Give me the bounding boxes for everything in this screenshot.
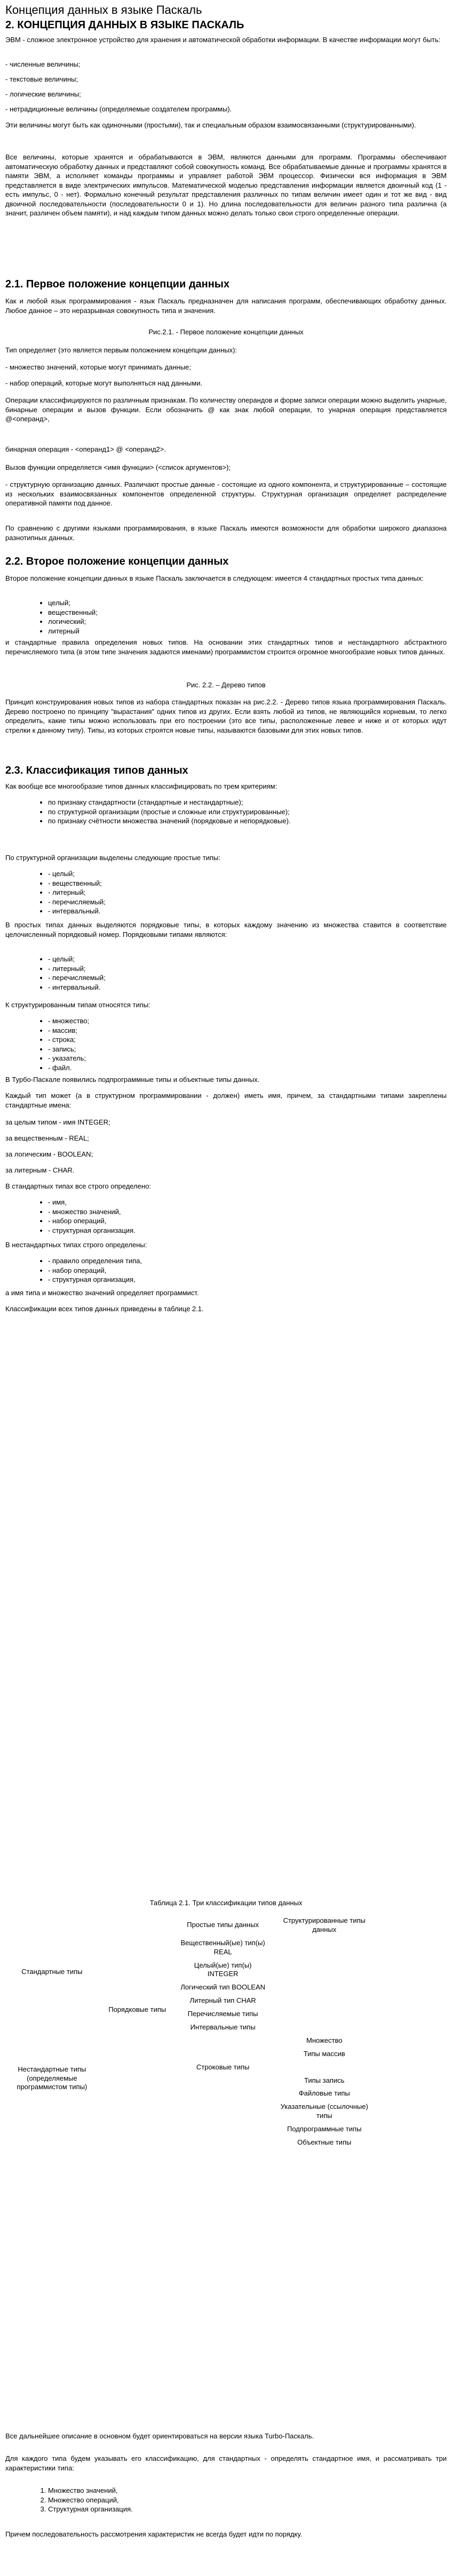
table-row [5,1937,379,1959]
table-row [5,1914,379,1937]
paragraph: за вещественным - REAL; [5,1134,89,1142]
types-classification-table [5,1914,379,2149]
intro-paragraph: Эти величины могут быть как одиночными (простыми), так и специальным образом взаимосвязанными (структурированными). [5,121,416,129]
table-row-label-nonstandard: Нестандартные типы (определяемые программистом типы) [17,2065,88,2091]
section-heading-2-1: 2.1. Первое положение концепции данных [5,278,230,290]
table-cell: Множество [306,2036,343,2044]
table-row-label-ordinal: Порядковые типы [108,2005,166,2013]
table-cell: Строковые типы [196,2063,250,2071]
list-item: • - литерный; [48,888,443,897]
paragraph: Второе положение концепции данных в языке Паскаль заключается в следующем: имеется 4 стандартных простых типа данных: [5,574,424,582]
list-item: • - литерный; [48,964,443,974]
table-cell: Перечисляемые типы [187,2010,258,2018]
criteria-list [48,798,443,826]
table-row-label-standard: Стандартные типы [21,1968,83,1976]
list-item: • - правило определения типа, [48,1256,443,1266]
paragraph: Классификации всех типов данных приведены в таблице 2.1. [5,1305,204,1313]
list-item: 2. Множество операций, [48,2495,443,2505]
paragraph: Вызов функции определяется <имя функции> (<список аргументов>); [5,463,231,471]
table-cell: Целый(ые) тип(ы) INTEGER [194,1961,252,1978]
characteristics-list [48,2486,443,2514]
paragraph: Операции классифицируются по различным признакам. По количеству операндов и форме записи операции можно выделить унарные, бинарные операции и вызов функции. Если обозначить @ как знак любой операции, то унарная операция представляется @<операнд>, [5,396,447,423]
paragraph: В простых типах данных выделяются порядковые типы, в которых каждому значению из множества ставится в соответствие целочисленный порядковый номер. Порядковыми типами являются: [5,921,447,938]
paragraph: за литерным - CHAR. [5,1166,75,1174]
chapter-heading: 2. КОНЦЕПЦИЯ ДАННЫХ В ЯЗЫКЕ ПАСКАЛЬ [5,19,244,31]
table-cell: Логический тип BOOLEAN [180,1983,266,1992]
list-item: • - перечисляемый; [48,973,443,983]
list-item: • литерный [48,627,443,636]
paragraph: К структурированным типам относятся типы: [5,1001,150,1009]
list-item: • по структурной организации (простые и сложные или структурированные); [48,807,443,817]
table-cell: Типы массив [303,2049,345,2058]
paragraph: В Турбо-Паскале появились подпрограммные типы и объектные типы данных. [5,1076,260,1084]
paragraph: Причем последовательность рассмотрения характеристик не всегда будет идти по порядку. [5,2530,303,2538]
paragraph: за логическим - BOOLEAN; [5,1150,93,1158]
paragraph: Для каждого типа будем указывать его классификацию, для стандартных - определять стандартное имя, и рассматривать три характеристики типа: [5,2454,447,2472]
paragraph: бинарная операция - <операнд1> @ <операнд2>. [5,445,166,453]
paragraph: Как и любой язык программирования - язык Паскаль предназначен для написания программ, обеспечивающих обработку данных. Любое данное – это неразрывная совокупность типа и значения. [5,297,447,315]
paragraph: за целым типом - имя INTEGER; [5,1118,110,1126]
list-item: • - целый; [48,954,443,964]
list-item: • по признаку стандартности (стандартные и нестандартные); [48,798,443,807]
paragraph: В стандартных типах все строго определено: [5,1182,151,1190]
list-item: • - интервальный. [48,983,443,992]
list-item: • - набор операций, [48,1216,443,1226]
table-cell: Указательные (ссылочные) типы [280,2102,368,2120]
paragraph: - множество значений, которые могут принимать данные; [5,363,191,371]
list-item: 3. Структурная организация. [48,2505,443,2514]
list-item: • - указатель; [48,1054,443,1063]
standard-defined-list [48,1198,443,1235]
figure-caption: Рис. 2.2. – Дерево типов [186,681,266,689]
paragraph: По сравнению с другими языками программирования, в языке Паскаль имеются возможности для обработки широкого диапазона разнотипных данных. [5,524,447,542]
table-cell: Подпрограммные типы [287,2125,362,2133]
paragraph: Тип определяет (это является первым положением концепции данных): [5,346,237,354]
list-item: • - структурная организация, [48,1275,443,1285]
intro-paragraph: Все величины, которые хранятся и обрабатываются в ЭВМ, являются данными для программ. Программы обеспечивают автоматическую обработку данных и представляют собой совокупность команд. Все обрабатываемые данные и программы хранятся в памяти ЭВМ, а исполняет команды программы и управляет работой ЭВМ процессор. Физически вся информация в ЭВМ представляется в виде электрических импульсов. Математической моделью представления информации является двоичный код (1 - есть импульс, 0 - нет). Формально конечный результат представления различных по типам величин имеет один и тот же вид - вид двоичной последовательности (последовательности 0 и 1). Но длина последовательности для величин разного типа различна (а значит, различен объем памяти), и над каждым типом данных можно делать только свои строго определенные операции. [5,153,447,218]
figure-caption: Рис.2.1. - Первое положение концепции данных [148,328,304,336]
intro-list-item: - логические величины; [5,90,81,98]
nonstandard-defined-list [48,1256,443,1285]
list-item: • - массив; [48,1026,443,1036]
paragraph: По структурной организации выделены следующие простые типы: [5,854,220,862]
paragraph: - структурную организацию данных. Различают простые данные - состоящие из одного компонента, и структурированные – состоящие из нескольких взаимосвязанных компонентов определенной структуры. Структурная организация определяет распределение оперативной памяти под данное. [5,480,447,508]
paragraph: - набор операций, которые могут выполняться над данными. [5,379,203,387]
structured-types-list [48,1016,443,1072]
list-item: • - целый; [48,869,443,879]
list-item: • - имя, [48,1198,443,1207]
intro-list-item: - численные величины; [5,60,81,68]
table-cell: Файловые типы [298,2089,350,2098]
ordinal-types-list [48,954,443,992]
paragraph: Каждый тип может (а в структурном программировании - должен) иметь имя, причем, за стандартными типами закреплены стандартные имена: [5,1092,447,1109]
list-item: • - набор операций, [48,1266,443,1275]
list-item: • - структурная организация. [48,1226,443,1235]
table-header-simple: Простые типы данных [187,1921,259,1929]
document-title: Концепция данных в языке Паскаль [5,3,202,17]
table-cell: Типы запись [304,2076,345,2084]
intro-paragraph: ЭВМ - сложное электронное устройство для хранения и автоматической обработки информации. В качестве информации могут быть: [5,36,441,44]
paragraph: В нестандартных типах строго определены: [5,1241,147,1249]
table-header-structured: Структурированные типы данных [283,1916,366,1933]
list-item: • - строка; [48,1035,443,1045]
list-item: • - множество значений, [48,1207,443,1217]
list-item: • - интервальный. [48,906,443,916]
list-item: • целый; [48,598,443,608]
simple-types-list [48,869,443,916]
paragraph: Как вообще все многообразие типов данных классифицировать по трем критериям: [5,782,277,790]
paragraph: Все дальнейшее описание в основном будет ориентироваться на версии языка Turbo-Паскаль. [5,2432,314,2440]
list-item: • по признаку счётности множества значений (порядковые и непорядковые). [48,816,443,826]
intro-list-item: - текстовые величины; [5,75,78,83]
table-cell: Интервальные типы [190,2023,256,2032]
list-item: • - файл. [48,1063,443,1073]
list-item: • - множество; [48,1016,443,1026]
section-heading-2-3: 2.3. Классификация типов данных [5,765,188,776]
table-cell: Объектные типы [297,2138,352,2147]
table-cell: Вещественный(ые) тип(ы) REAL [180,1938,265,1956]
section-heading-2-2: 2.2. Второе положение концепции данных [5,556,229,567]
table-caption: Таблица 2.1. Три классификации типов данных [149,1899,303,1907]
paragraph: а имя типа и множество значений определяет программист. [5,1289,199,1297]
paragraph: Принцип конструирования новых типов из набора стандартных показан на рис.2.2. - Дерево типов языка программирования Паскаль. Дерево построено по принципу "вырастания" одних типов из других. Если взять любой из типов, не являющийся корневым, то легко определить, какие типы можно использовать при его построении (это все типы, расположенные левее и ниже и от которых идут стрелки к данному типу). Типы, из которых строятся новые типы, называются базовыми для этих новых типов. [5,698,447,734]
table-row [5,2008,379,2021]
list-item: • - вещественный; [48,879,443,888]
list-item: 1. Множество значений, [48,2486,443,2495]
list-item: • логический; [48,617,443,627]
list-item: • вещественный; [48,608,443,617]
list-item: • - запись; [48,1045,443,1054]
table-cell: Литерный тип CHAR [189,1996,256,2005]
paragraph: и стандартные правила определения новых типов. На основании этих стандартных типов и нестандартного абстрактного перечисляемого типа (в этом типе значения задаются именами) программистом строится огромное многообразие новых типов данных. [5,638,447,656]
list-item: • - перечисляемый; [48,897,443,907]
simple-types-list [48,598,443,636]
intro-list-item: - нетрадиционные величины (определяемые создателем программы). [5,105,232,113]
